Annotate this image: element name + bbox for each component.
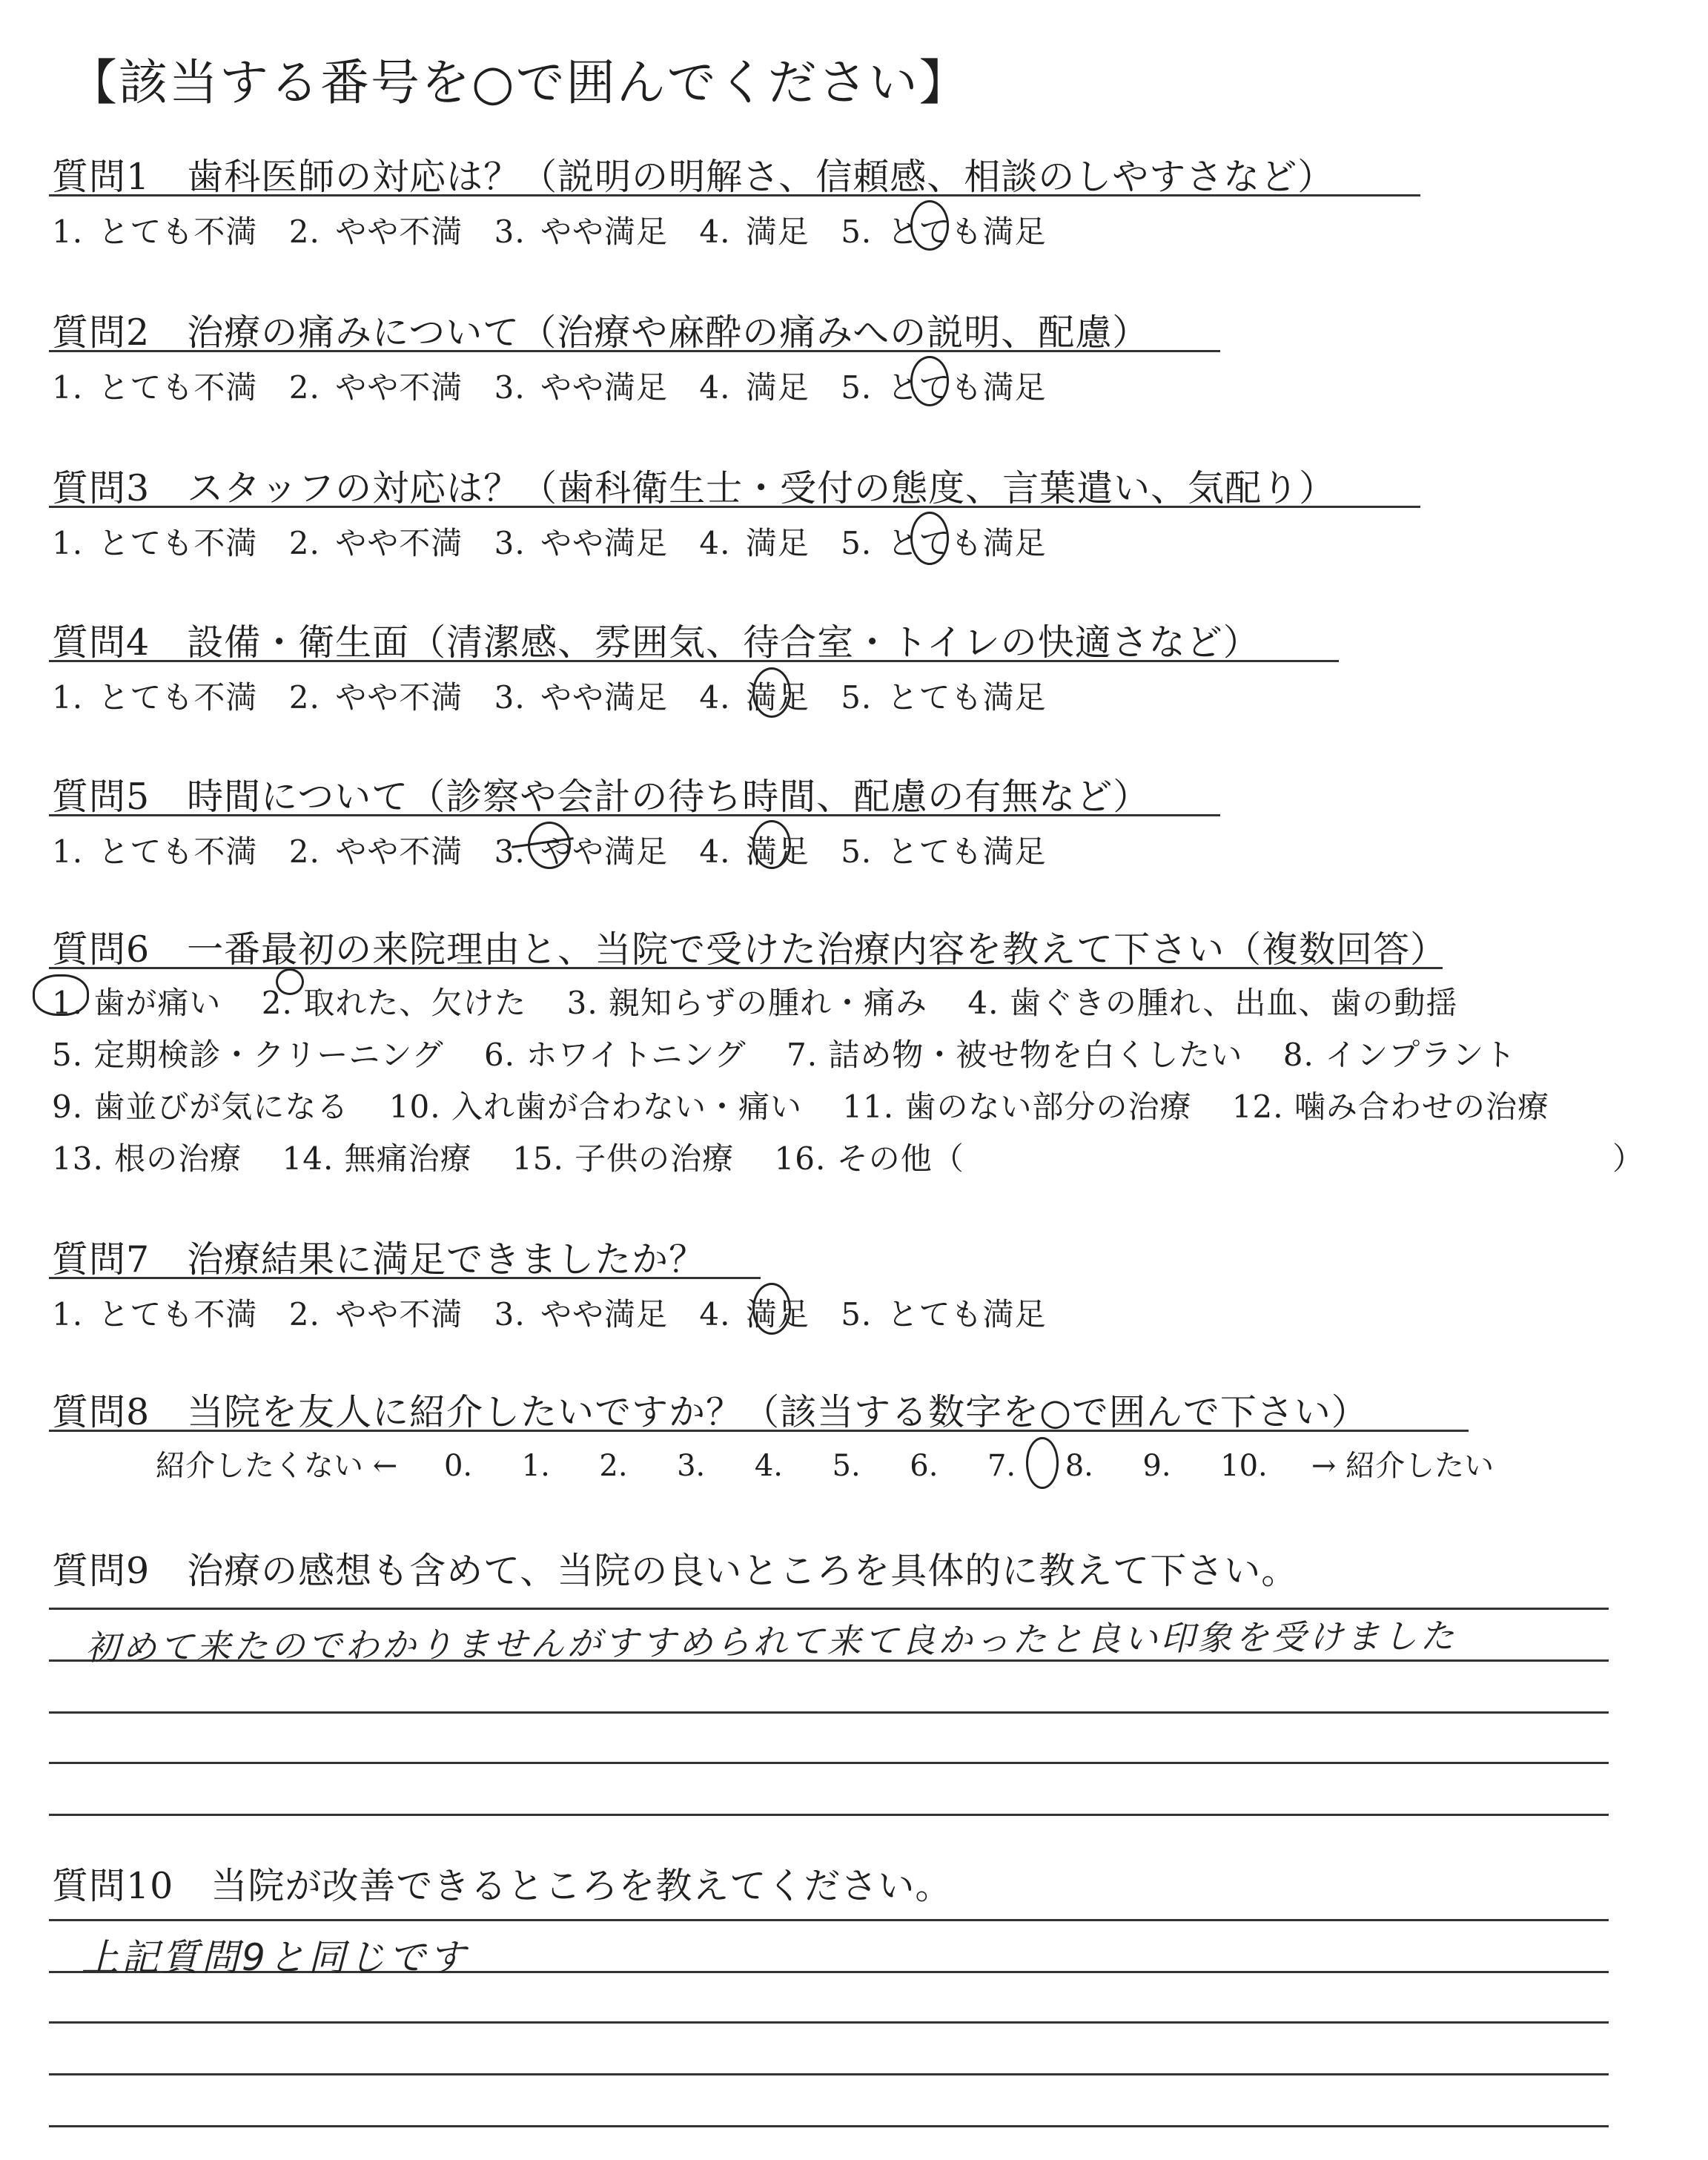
question-9-label: 質問9 治療の感想も含めて、当院の良いところを具体的に教えて下さい。 bbox=[52, 1550, 1299, 1592]
q6-option-7[interactable]: 7. 詰め物・被せ物を白くしたい bbox=[786, 1037, 1243, 1073]
q6-option-15[interactable]: 15. 子供の治療 bbox=[512, 1140, 735, 1177]
q5-option-5[interactable]: 5. とても満足 bbox=[841, 833, 1047, 870]
question-8-label: 質問8 当院を友人に紹介したいですか？（該当する数字を○で囲んで下さい） bbox=[52, 1391, 1368, 1433]
q5-option-4[interactable]: 4. 満足 bbox=[699, 833, 810, 870]
q6-option-12[interactable]: 12. 噛み合わせの治療 bbox=[1231, 1089, 1549, 1125]
question-7-label: 質問7 治療結果に満足できましたか？ bbox=[52, 1238, 706, 1281]
q8-selection-circle bbox=[1026, 1437, 1059, 1489]
q6-option-8[interactable]: 8. インプラント bbox=[1282, 1037, 1517, 1073]
q7-option-1[interactable]: 1. とても不満 bbox=[52, 1296, 258, 1332]
q2-selection-circle bbox=[910, 356, 949, 406]
q3-option-5[interactable]: 5. とても満足 bbox=[841, 525, 1047, 561]
q6-option-14[interactable]: 14. 無痛治療 bbox=[282, 1140, 472, 1177]
q4-selection-circle bbox=[752, 667, 791, 718]
q8-number-3[interactable]: 3. bbox=[677, 1449, 706, 1483]
q6-option-3[interactable]: 3. 親知らずの腫れ・痛み bbox=[566, 985, 928, 1021]
q8-number-2[interactable]: 2. bbox=[599, 1449, 628, 1483]
question-2-label: 質問2 治療の痛みについて（治療や麻酔の痛みへの説明、配慮） bbox=[52, 311, 1150, 354]
q7-option-3[interactable]: 3. やや満足 bbox=[494, 1296, 669, 1332]
q8-number-7[interactable]: 7. bbox=[987, 1449, 1016, 1483]
question-4-underline bbox=[49, 660, 1339, 662]
q9-writing-line-5 bbox=[49, 1814, 1609, 1816]
q2-option-3[interactable]: 3. やや満足 bbox=[494, 369, 669, 406]
q5-crossed-circle bbox=[528, 822, 571, 869]
question-2-underline bbox=[49, 350, 1220, 352]
question-6-underline bbox=[49, 967, 1443, 969]
q6-other-close-paren: ） bbox=[1612, 1140, 1645, 1177]
question-4-options bbox=[52, 673, 1063, 718]
q8-number-8[interactable]: 8. bbox=[1065, 1449, 1093, 1483]
q6-option-2[interactable]: 2. 取れた、欠けた bbox=[261, 985, 527, 1021]
q8-number-10[interactable]: 10. bbox=[1220, 1449, 1268, 1483]
question-5-underline bbox=[49, 814, 1220, 816]
q6-row-3 bbox=[52, 1083, 1579, 1127]
q8-number-4[interactable]: 4. bbox=[754, 1449, 783, 1483]
q7-option-4[interactable]: 4. 満足 bbox=[699, 1296, 810, 1332]
q3-option-3[interactable]: 3. やや満足 bbox=[494, 525, 669, 561]
q4-option-3[interactable]: 3. やや満足 bbox=[494, 679, 669, 716]
q3-option-2[interactable]: 2. やや不満 bbox=[288, 525, 463, 561]
q8-number-0[interactable]: 0. bbox=[443, 1449, 473, 1483]
q6-option-16[interactable]: 16. その他（ bbox=[774, 1140, 964, 1177]
q5-selection-circle bbox=[752, 820, 791, 869]
q6-row-1 bbox=[52, 979, 1487, 1023]
q4-option-5[interactable]: 5. とても満足 bbox=[841, 679, 1047, 716]
q10-writing-line-5 bbox=[49, 2125, 1609, 2127]
q5-option-3[interactable]: 3. やや満足 bbox=[494, 833, 669, 870]
q7-option-5[interactable]: 5. とても満足 bbox=[841, 1296, 1047, 1332]
q6-selection-circle bbox=[33, 974, 89, 1016]
q9-writing-line-4 bbox=[49, 1762, 1609, 1764]
q10-writing-line-1 bbox=[49, 1919, 1609, 1921]
q7-selection-circle bbox=[752, 1283, 791, 1335]
question-1-underline bbox=[49, 194, 1420, 196]
q8-number-5[interactable]: 5. bbox=[832, 1449, 861, 1483]
question-3-underline bbox=[49, 506, 1420, 508]
q3-option-4[interactable]: 4. 満足 bbox=[699, 525, 810, 561]
q6-option-13[interactable]: 13. 根の治療 bbox=[52, 1140, 242, 1177]
q1-option-5[interactable]: 5. とても満足 bbox=[841, 214, 1047, 250]
q1-option-3[interactable]: 3. やや満足 bbox=[494, 214, 669, 250]
q10-writing-line-3 bbox=[49, 2021, 1609, 2024]
question-1-label: 質問1 歯科医師の対応は？（説明の明解さ、信頼感、相談のしやすさなど） bbox=[52, 156, 1335, 198]
question-3-label: 質問3 スタッフの対応は？（歯科衛生士・受付の態度、言葉遣い、気配り） bbox=[52, 467, 1337, 509]
q6-row-4 bbox=[52, 1135, 994, 1179]
q4-option-1[interactable]: 1. とても不満 bbox=[52, 679, 258, 716]
q6-option-5[interactable]: 5. 定期検診・クリーニング bbox=[52, 1037, 444, 1073]
q6-stray-mark bbox=[276, 968, 304, 995]
page-title: 【該当する番号を○で囲んでください】 bbox=[68, 54, 970, 111]
q8-number-9[interactable]: 9. bbox=[1142, 1449, 1171, 1483]
q5-option-1[interactable]: 1. とても不満 bbox=[52, 833, 258, 870]
question-7-underline bbox=[49, 1277, 761, 1279]
q6-option-1[interactable]: 1. 歯が痛い bbox=[52, 985, 222, 1021]
question-10-label: 質問10 当院が改善できるところを教えてください。 bbox=[52, 1865, 953, 1907]
q1-selection-circle bbox=[910, 200, 949, 251]
q5-option-2[interactable]: 2. やや不満 bbox=[288, 833, 463, 870]
q1-option-4[interactable]: 4. 満足 bbox=[699, 214, 810, 250]
q8-number-1[interactable]: 1. bbox=[521, 1449, 550, 1483]
q9-writing-line-3 bbox=[49, 1711, 1609, 1714]
q1-option-2[interactable]: 2. やや不満 bbox=[288, 214, 463, 250]
q2-option-2[interactable]: 2. やや不満 bbox=[288, 369, 463, 406]
q6-option-11[interactable]: 11. 歯のない部分の治療 bbox=[842, 1089, 1192, 1125]
question-8-underline bbox=[49, 1430, 1469, 1432]
q1-option-1[interactable]: 1. とても不満 bbox=[52, 214, 258, 250]
question-4-label: 質問4 設備・衛生面（清潔感、雰囲気、待合室・トイレの快適さなど） bbox=[52, 621, 1260, 664]
q2-option-1[interactable]: 1. とても不満 bbox=[52, 369, 258, 406]
q10-writing-line-4 bbox=[49, 2073, 1609, 2075]
q2-option-4[interactable]: 4. 満足 bbox=[699, 369, 810, 406]
q6-option-4[interactable]: 4. 歯ぐきの腫れ、出血、歯の動揺 bbox=[967, 985, 1458, 1021]
q6-option-9[interactable]: 9. 歯並びが気になる bbox=[52, 1089, 349, 1125]
q10-handwritten-answer: 上記質問9と同じです bbox=[82, 1936, 469, 1979]
q8-scale bbox=[156, 1442, 1494, 1484]
q4-option-2[interactable]: 2. やや不満 bbox=[288, 679, 463, 716]
question-5-label: 質問5 時間について（診察や会計の待ち時間、配慮の有無など） bbox=[52, 776, 1151, 818]
q9-handwritten-answer: 初めて来たのでわかりませんがすすめられて来て良かったと良い印象を受けました bbox=[85, 1615, 1457, 1668]
q6-option-10[interactable]: 10. 入れ歯が合わない・痛い bbox=[388, 1089, 802, 1125]
q6-option-6[interactable]: 6. ホワイトニング bbox=[483, 1037, 747, 1073]
q3-option-1[interactable]: 1. とても不満 bbox=[52, 525, 258, 561]
q2-option-5[interactable]: 5. とても満足 bbox=[841, 369, 1047, 406]
q6-row-2 bbox=[52, 1031, 1546, 1075]
q4-option-4[interactable]: 4. 満足 bbox=[699, 679, 810, 716]
q8-right-label: → 紹介したい bbox=[1311, 1449, 1494, 1483]
q3-selection-circle bbox=[910, 512, 949, 565]
q8-number-6[interactable]: 6. bbox=[910, 1449, 939, 1483]
question-7-options bbox=[52, 1290, 1063, 1335]
question-6-label: 質問6 一番最初の来院理由と、当院で受けた治療内容を教えて下さい（複数回答） bbox=[52, 928, 1448, 971]
q8-left-label: 紹介したくない ← bbox=[156, 1449, 398, 1483]
q7-option-2[interactable]: 2. やや不満 bbox=[288, 1296, 463, 1332]
